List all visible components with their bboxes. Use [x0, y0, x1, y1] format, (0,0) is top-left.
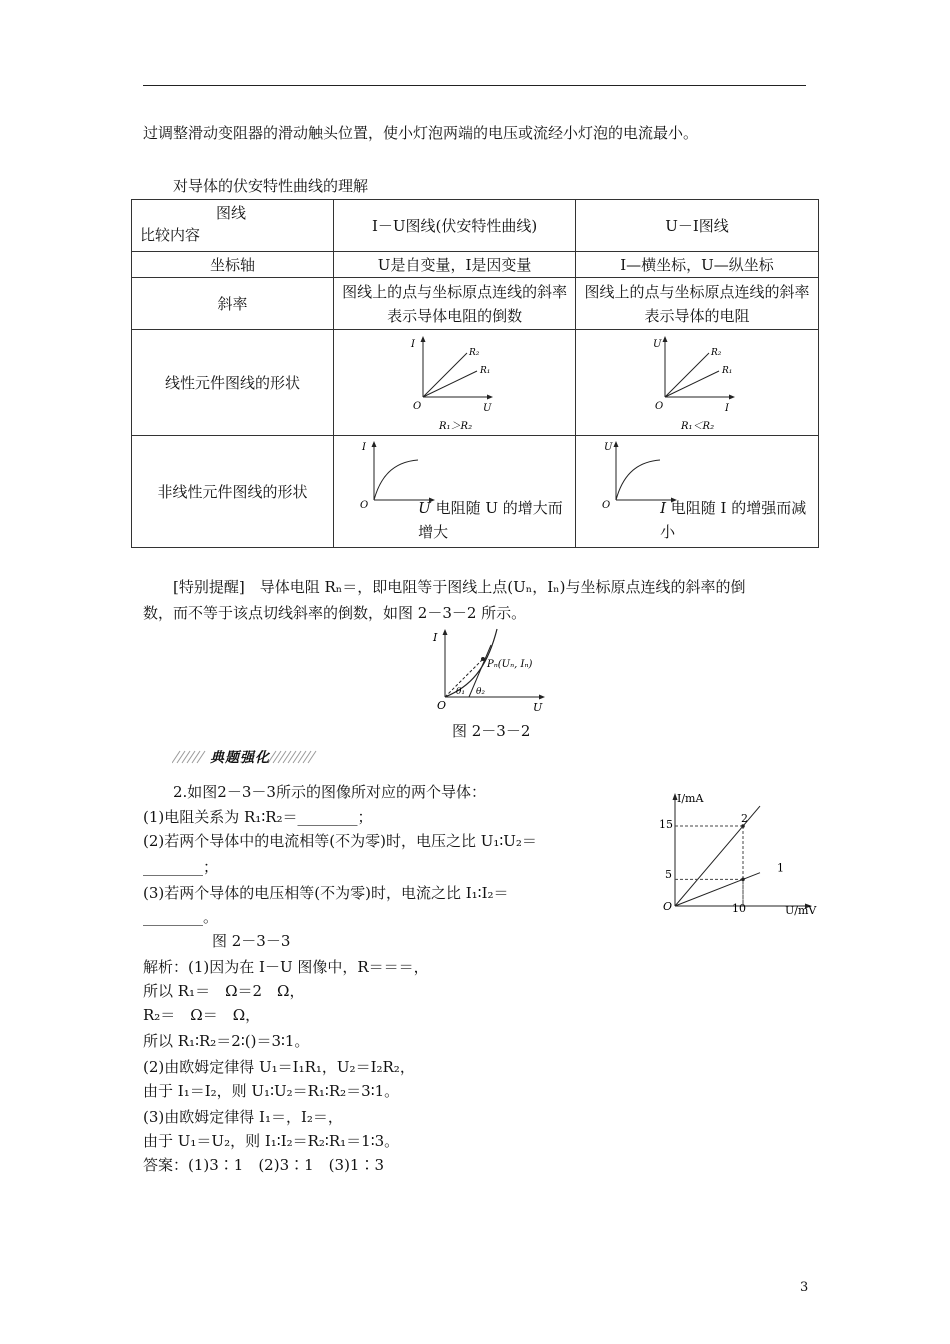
y-axis-label: I/mA	[677, 792, 704, 805]
question-part-1: (1)电阻关系为 R₁∶R₂＝________；	[143, 808, 373, 826]
solution-line: 由于 I₁＝I₂，则 U₁∶U₂＝R₁∶R₂＝3∶1。	[143, 1082, 400, 1100]
table-corner-header	[132, 200, 334, 252]
figure-2-3-2	[425, 625, 555, 713]
svg-text:O: O	[437, 699, 447, 712]
svg-text:U: U	[533, 701, 543, 713]
svg-text:U: U	[604, 442, 613, 453]
comparison-table	[131, 199, 819, 548]
svg-text:R₁: R₁	[722, 365, 733, 376]
series-line-1	[675, 873, 760, 906]
page-number: 3	[800, 1280, 809, 1295]
svg-text:R₂: R₂	[711, 347, 722, 358]
solution-line: 解析：(1)因为在 I－U 图像中，R＝＝＝，	[143, 958, 429, 976]
solution-line: (3)由欧姆定律得 I₁＝，I₂＝，	[143, 1108, 343, 1126]
y-tick-label: 15	[659, 818, 673, 831]
svg-text:O: O	[360, 500, 369, 511]
table-cell	[334, 330, 576, 436]
table-cell	[334, 436, 576, 548]
svg-text:R₂: R₂	[468, 347, 479, 358]
banner-text: 典题强化	[210, 750, 270, 766]
svg-text:U: U	[482, 402, 492, 414]
x-tick-label: 10	[732, 902, 746, 915]
table-cell: U是自变量，I是因变量	[334, 252, 576, 278]
origin-label: O	[663, 900, 673, 913]
intro-line: 过调整滑动变阻器的滑动触头位置，使小灯泡两端的电压或流经小灯泡的电流最小。	[143, 124, 699, 142]
slope-text-1: 图线上的点与坐标原点连线的斜率表示导体电阻的倒数	[342, 282, 568, 325]
solution-line: 由于 U₁＝U₂，则 I₁∶I₂＝R₂∶R₁＝1∶3。	[143, 1132, 400, 1150]
svg-text:I: I	[410, 338, 415, 350]
svg-text:R₁: R₁	[479, 365, 490, 376]
linear-ui-graph	[637, 333, 757, 433]
svg-text:O: O	[412, 400, 421, 412]
solution-line: 所以 R₁＝ Ω＝2 Ω，	[143, 982, 305, 1000]
question-title: 2.如图2－3－3所示的图像所对应的两个导体：	[173, 783, 486, 801]
y-tick-label: 5	[665, 868, 672, 881]
svg-text:θ₁: θ₁	[456, 687, 466, 697]
row-label: 斜率	[132, 278, 334, 330]
data-point	[741, 878, 745, 882]
table-cell	[334, 278, 576, 330]
row-label: 非线性元件图线的形状	[132, 436, 334, 548]
question-part-3b: ________。	[143, 908, 219, 926]
svg-text:U: U	[653, 338, 662, 350]
row-label: 线性元件图线的形状	[132, 330, 334, 436]
svg-text:O: O	[655, 400, 664, 412]
reminder-line-2: 数，而不等于该点切线斜率的倒数，如图 2－3－2 所示。	[143, 604, 527, 622]
svg-text:θ₂: θ₂	[476, 687, 486, 697]
svg-text:I: I	[433, 631, 438, 644]
series-label: 2	[741, 812, 748, 826]
linear-iu-caption: R₁＞R₂	[438, 420, 472, 432]
header-top: 图线	[216, 204, 247, 222]
col1-header: I－U图线(伏安特性曲线)	[334, 200, 576, 252]
x-axis-label: U/mV	[785, 904, 817, 917]
table-cell: I—横坐标，U—纵坐标	[576, 252, 819, 278]
section-title: 对导体的伏安特性曲线的理解	[173, 177, 369, 195]
svg-text:I: I	[362, 442, 367, 453]
solution-line: (2)由欧姆定律得 U₁＝I₁R₁，U₂＝I₂R₂，	[143, 1058, 415, 1076]
solution-line: 所以 R₁∶R₂＝2∶()＝3∶1。	[143, 1032, 310, 1050]
answer-line: 答案：(1)3∶1 (2)3∶1 (3)1∶3	[143, 1156, 385, 1174]
nonlinear-ui-note: I 电阻随 I 的增强而减小	[660, 499, 807, 541]
linear-iu-graph	[395, 333, 515, 433]
svg-text:Pₙ(Uₙ, Iₙ): Pₙ(Uₙ, Iₙ)	[487, 659, 533, 670]
question-part-2a: (2)若两个导体中的电流相等(不为零)时，电压之比 U₁∶U₂＝	[143, 832, 537, 850]
typical-problem-banner	[172, 749, 320, 765]
question-part-3a: (3)若两个导体的电压相等(不为零)时，电流之比 I₁∶I₂＝	[143, 884, 509, 902]
question-part-2b: ________；	[143, 858, 219, 876]
header-rule	[143, 85, 806, 86]
table-cell	[576, 436, 819, 548]
figure-2-3-3-caption: 图 2－3－3	[212, 932, 291, 950]
svg-text:I: I	[725, 402, 729, 414]
row-label: 坐标轴	[132, 252, 334, 278]
col2-header: U－I图线	[576, 200, 819, 252]
slope-text-2: 图线上的点与坐标原点连线的斜率表示导体的电阻	[584, 282, 810, 325]
solution-line: R₂＝ Ω＝ Ω，	[143, 1006, 261, 1024]
table-cell	[576, 278, 819, 330]
table-cell	[576, 330, 819, 436]
linear-ui-caption: R₁＜R₂	[681, 420, 715, 432]
figure-2-3-2-caption: 图 2－3－2	[452, 722, 531, 740]
series-label: 1	[777, 861, 784, 875]
header-bottom: 比较内容	[140, 226, 201, 244]
reminder-line-1: [特别提醒] 导体电阻 Rₙ＝，即电阻等于图线上点(Uₙ，Iₙ)与坐标原点连线的斜率的倒	[173, 578, 746, 596]
nonlinear-iu-note: U 电阻随 U 的增大而增大	[418, 499, 563, 541]
figure-2-3-3-chart	[655, 788, 825, 920]
svg-text:O: O	[602, 500, 611, 511]
